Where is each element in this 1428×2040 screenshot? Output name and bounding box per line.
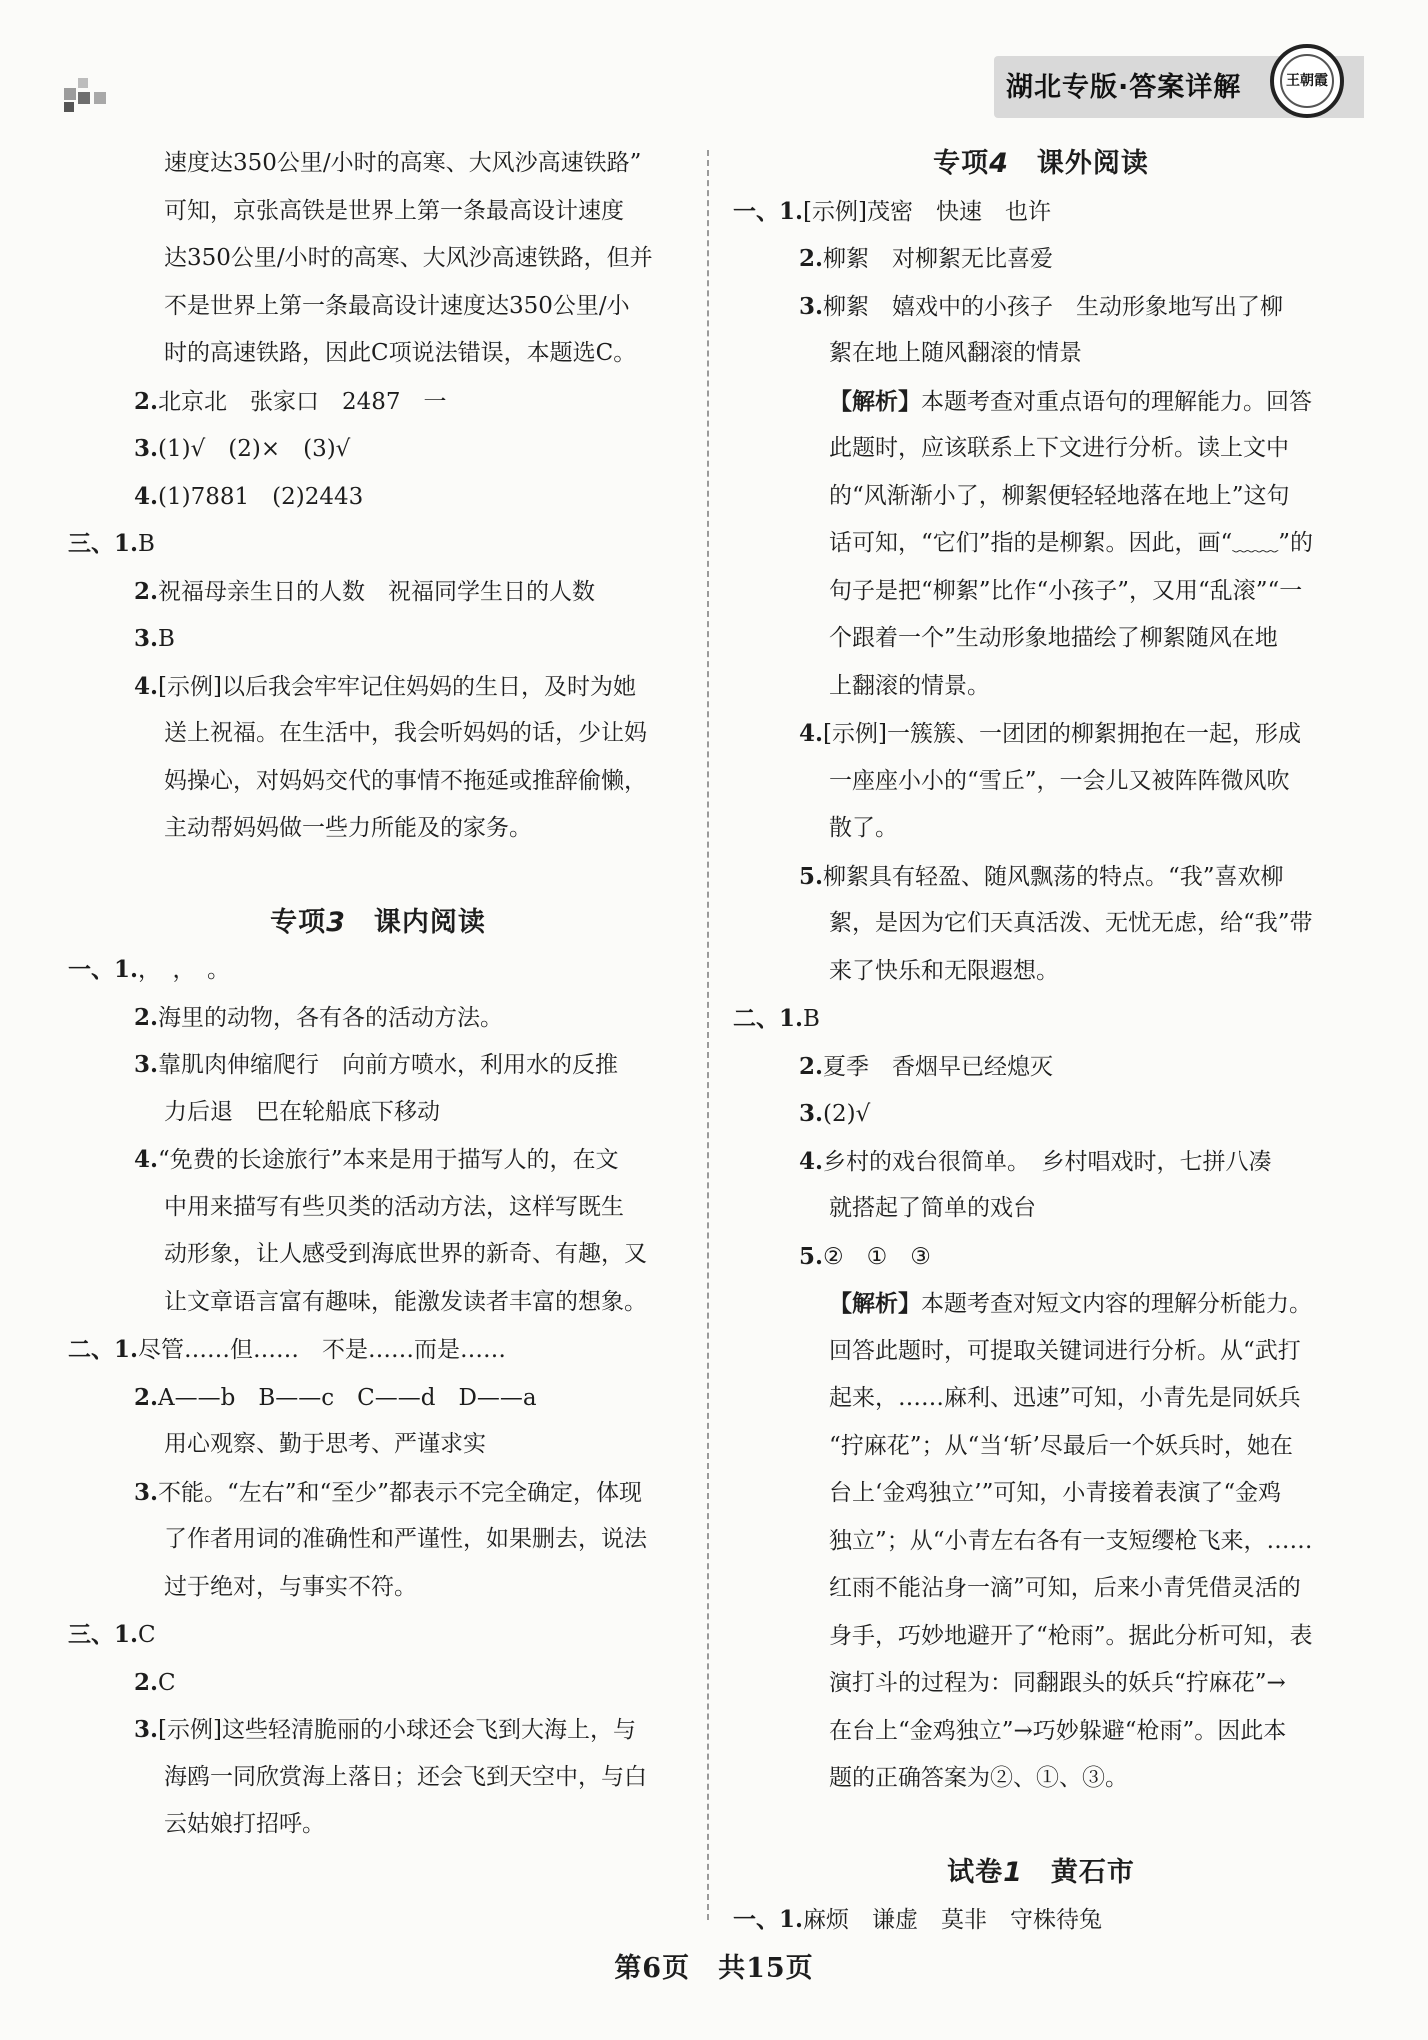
answer-text: 话可知，“它们”指的是柳絮。因此，画“﹏﹏”的 [829, 530, 1314, 556]
answer-label: 2. [134, 1003, 159, 1031]
answer-line [68, 1421, 688, 1469]
answer-label: 2. [134, 1668, 159, 1696]
answer-line [68, 1184, 688, 1232]
answer-line [733, 473, 1349, 521]
answer-text: [示例]茂密 快速 也许 [803, 198, 1051, 225]
answer-line [68, 1754, 688, 1802]
answer-label: 2. [799, 1052, 824, 1080]
answer-line [733, 1660, 1349, 1708]
answer-text: 此题时，应该联系上下文进行分析。读上文中 [829, 435, 1289, 461]
answer-text: (2)√ [823, 1101, 871, 1127]
left-column [68, 140, 688, 1849]
answer-text: 达350公里/小时的高寒、大风沙高速铁路，但并 [164, 245, 653, 271]
answer-text: 可知，京张高铁是世界上第一条最高设计速度 [164, 197, 624, 224]
answer-label: 3. [134, 435, 159, 462]
answer-label: 2. [134, 1383, 159, 1411]
section-title [733, 140, 1349, 188]
section-title-prefix: 专项 [933, 148, 990, 179]
answer-text: C [158, 1669, 176, 1696]
answer-line [733, 1375, 1349, 1423]
section-title-name: 课内阅读 [373, 906, 486, 938]
answer-line [733, 663, 1349, 711]
answer-line [733, 995, 1349, 1043]
answer-label: 三、1. [68, 1621, 139, 1648]
spacer [68, 853, 688, 899]
answer-line [68, 1231, 688, 1279]
answer-text: 本题考查对重点语句的理解能力。回答 [921, 388, 1312, 415]
answer-text: 用心观察、勤于思考、严谨求实 [164, 1431, 486, 1457]
answer-line [68, 1041, 688, 1089]
answer-text: 夏季 香烟早已经熄灭 [823, 1053, 1054, 1080]
publisher-logo-icon [1270, 44, 1344, 118]
right-column [733, 140, 1349, 1944]
answer-text: 红雨不能沾身一滴”可知，后来小青凭借灵活的 [829, 1575, 1301, 1601]
answer-line [68, 946, 688, 994]
answer-line [733, 568, 1349, 616]
answer-line [733, 1233, 1349, 1281]
answer-text: 柳絮 对柳絮无比喜爱 [823, 246, 1054, 272]
answer-line [68, 283, 688, 331]
answer-line [68, 1659, 688, 1707]
answer-line [68, 615, 688, 663]
answer-label: 5. [799, 1242, 824, 1270]
answer-label: 4. [134, 672, 159, 700]
answer-line [68, 425, 688, 473]
answer-text: (1)√ (2)× (3)√ [158, 436, 351, 462]
answer-label: 4. [799, 1147, 824, 1175]
answer-text: 本题考查对短文内容的理解分析能力。 [921, 1291, 1312, 1317]
answer-label: 3. [134, 1716, 159, 1743]
answer-line [733, 1138, 1349, 1186]
answer-text: 速度达350公里/小时的高寒、大风沙高速铁路” [164, 150, 642, 176]
section-title-gap [1009, 148, 1037, 179]
answer-line [733, 1896, 1349, 1944]
spacer [733, 1803, 1349, 1849]
answer-line [733, 615, 1349, 663]
answer-text: 妈操心，对妈妈交代的事情不拖延或推辞偷懒， [164, 767, 647, 794]
answer-label: 二、1. [733, 1005, 804, 1032]
answer-line [68, 1326, 688, 1374]
header-title: 湖北专版·答案详解 [1006, 72, 1242, 103]
answer-line [733, 805, 1349, 853]
answer-text: ② ① ③ [823, 1243, 931, 1270]
answer-line [68, 1374, 688, 1422]
answer-label: 一、1. [68, 956, 139, 983]
answer-line [733, 1423, 1349, 1471]
answer-text: ， ， 。 [138, 957, 231, 983]
answer-line [68, 1136, 688, 1184]
answer-text: 云姑娘打招呼。 [164, 1811, 325, 1837]
answer-text: [示例]这些轻清脆丽的小球还会飞到大海上，与 [158, 1717, 636, 1743]
answer-label: 4. [799, 720, 824, 747]
answer-line [68, 520, 688, 568]
section-title-name: 黄石市 [1050, 1856, 1135, 1888]
answer-text: 力后退 巴在轮船底下移动 [164, 1098, 440, 1125]
answer-line [733, 1043, 1349, 1091]
answer-line [68, 1611, 688, 1659]
answer-text: A——b B——c C——d D——a [158, 1384, 537, 1411]
answer-label: 二、1. [68, 1336, 139, 1363]
answer-line [68, 473, 688, 521]
answer-text: [示例]一簇簇、一团团的柳絮拥抱在一起，形成 [823, 721, 1301, 747]
answer-line [68, 1469, 688, 1517]
answer-label: 三、1. [68, 530, 139, 557]
answer-line [68, 663, 688, 711]
answer-text: 散了。 [829, 815, 898, 841]
answer-line [733, 1090, 1349, 1138]
answer-label: 【解析】 [829, 387, 921, 415]
answer-label: 2. [134, 387, 159, 415]
answer-text: B [803, 1006, 820, 1032]
answer-text: 起来，……麻利、迅速”可知，小青先是同妖兵 [829, 1385, 1301, 1411]
answer-text: 独立”；从“小青左右各有一支短缨枪飞来，…… [829, 1527, 1313, 1554]
answer-text: 絮，是因为它们天真活泼、无忧无虑，给“我”带 [829, 910, 1313, 936]
answer-text: 靠肌肉伸缩爬行 向前方喷水，利用水的反推 [158, 1052, 619, 1078]
answer-text: 来了快乐和无限遐想。 [829, 957, 1059, 984]
answer-line [733, 1185, 1349, 1233]
answer-label: 一、1. [733, 1906, 804, 1933]
page-number: 第6页 共15页 [614, 1953, 814, 1984]
answer-text: 柳絮 嬉戏中的小孩子 生动形象地写出了柳 [823, 293, 1284, 320]
answer-label: 3. [799, 292, 824, 320]
logo-text: 王朝霞 [1280, 54, 1334, 108]
answer-line [68, 1516, 688, 1564]
section-title-prefix: 试卷 [947, 1856, 1004, 1888]
answer-line [733, 1755, 1349, 1803]
answer-line [68, 1706, 688, 1754]
answer-text: 送上祝福。在生活中，我会听妈妈的话，少让妈 [164, 720, 647, 746]
answer-label: 2. [134, 577, 159, 605]
answer-text: 海鸥一同欣赏海上落日；还会飞到天空中，与白 [164, 1763, 647, 1790]
answer-label: 3. [134, 1051, 159, 1078]
answer-line [733, 1518, 1349, 1566]
answer-line [733, 758, 1349, 806]
answer-text: 就搭起了简单的戏台 [829, 1195, 1036, 1221]
answer-text: (1)7881 (2)2443 [158, 483, 364, 510]
answer-line [733, 853, 1349, 901]
answer-line [733, 900, 1349, 948]
answer-text: 絮在地上随风翻滚的情景 [829, 340, 1082, 366]
answer-text: 了作者用词的准确性和严谨性，如果删去，说法 [164, 1526, 647, 1552]
answer-text: 祝福母亲生日的人数 祝福同学生日的人数 [158, 578, 596, 605]
answer-line [733, 1708, 1349, 1756]
answer-text: B [158, 626, 175, 652]
section-title-number: 4 [989, 148, 1009, 179]
answer-line [733, 188, 1349, 236]
column-divider [707, 150, 709, 1920]
answer-text: 过于绝对，与事实不符。 [164, 1573, 417, 1600]
answer-line [68, 1564, 688, 1612]
answer-text: [示例]以后我会牢牢记住妈妈的生日，及时为她 [158, 673, 636, 700]
answer-line [733, 520, 1349, 568]
answer-text: 尽管……但…… 不是……而是…… [138, 1337, 507, 1363]
section-title-number: 1 [1003, 1856, 1023, 1888]
section-title-gap [1023, 1857, 1051, 1888]
section-title-name: 课外阅读 [1036, 148, 1149, 179]
answer-line [68, 994, 688, 1042]
answer-line [733, 425, 1349, 473]
answer-text: 让文章语言富有趣味，能激发读者丰富的想象。 [164, 1288, 647, 1315]
answer-label: 4. [134, 482, 159, 510]
answer-line [733, 283, 1349, 331]
answer-text: 北京北 张家口 2487 一 [158, 388, 447, 415]
answer-line [733, 1328, 1349, 1376]
answer-text: 回答此题时，可提取关键词进行分析。从“武打 [829, 1337, 1301, 1364]
answer-text: B [138, 531, 155, 557]
answer-line [68, 758, 688, 806]
answer-line [733, 710, 1349, 758]
answer-text: 演打斗的过程为：同翻跟头的妖兵“拧麻花”→ [829, 1670, 1286, 1696]
answer-text: C [138, 1622, 156, 1648]
answer-label: 2. [799, 245, 824, 272]
answer-text: 题的正确答案为②、①、③。 [829, 1765, 1128, 1791]
answer-line [68, 710, 688, 758]
answer-line [733, 1470, 1349, 1518]
answer-line [733, 1280, 1349, 1328]
answer-line [733, 1613, 1349, 1661]
answer-text: 不是世界上第一条最高设计速度达350公里/小 [164, 292, 630, 319]
answer-line [68, 235, 688, 283]
answer-text: “拧麻花”；从“当‘斩’尽最后一个妖兵时，她在 [829, 1432, 1293, 1459]
answer-text: 柳絮具有轻盈、随风飘荡的特点。“我”喜欢柳 [823, 863, 1284, 890]
answer-text: 身手，巧妙地避开了“枪雨”。据此分析可知，表 [829, 1622, 1313, 1649]
answer-text: 麻烦 谦虚 莫非 守株待兔 [803, 1907, 1103, 1933]
answer-text: 动形象，让人感受到海底世界的新奇、有趣，又 [164, 1241, 647, 1267]
answer-label: 3. [799, 1100, 824, 1127]
answer-label: 4. [134, 1146, 159, 1173]
answer-line [68, 1089, 688, 1137]
answer-text: 个跟着一个”生动形象地描绘了柳絮随风在地 [829, 625, 1278, 651]
answer-text: 一座座小小的“雪丘”，一会儿又被阵阵微风吹 [829, 767, 1290, 794]
answer-text: 台上‘金鸡独立’”可知，小青接着表演了“金鸡 [829, 1480, 1282, 1506]
answer-text: “免费的长途旅行”本来是用于描写人的，在文 [158, 1147, 619, 1173]
answer-text: 主动帮妈妈做一些力所能及的家务。 [164, 815, 532, 841]
answer-text: 时的高速铁路，因此C项说法错误，本题选C。 [164, 340, 637, 366]
answer-line [733, 948, 1349, 996]
answer-line [733, 330, 1349, 378]
answer-label: 3. [134, 625, 159, 652]
section-title-number: 3 [326, 906, 346, 938]
answer-label: 3. [134, 1478, 159, 1506]
answer-line [68, 140, 688, 188]
answer-text: 的“风渐渐小了，柳絮便轻轻地落在地上”这句 [829, 482, 1290, 509]
answer-line [68, 1279, 688, 1327]
answer-text: 海里的动物，各有各的活动方法。 [158, 1004, 504, 1031]
section-title [733, 1849, 1349, 1897]
answer-line [733, 378, 1349, 426]
answer-line [68, 1801, 688, 1849]
answer-text: 上翻滚的情景。 [829, 672, 990, 699]
answer-text: 在台上“金鸡独立”→巧妙躲避“枪雨”。因此本 [829, 1717, 1287, 1744]
answer-line [733, 235, 1349, 283]
answer-text: 中用来描写有些贝类的活动方法，这样写既生 [164, 1193, 624, 1220]
answer-line [68, 188, 688, 236]
section-title [68, 899, 688, 947]
answer-text: 乡村的戏台很简单。 乡村唱戏时，七拼八凑 [823, 1148, 1272, 1175]
answer-text: 不能。“左右”和“至少”都表示不完全确定，体现 [158, 1479, 643, 1506]
answer-label: 5. [799, 862, 824, 890]
answer-label: 一、1. [733, 197, 804, 225]
answer-line [68, 805, 688, 853]
answer-line [733, 1565, 1349, 1613]
answer-line [68, 330, 688, 378]
answer-label: 【解析】 [829, 1290, 921, 1317]
answer-line [68, 378, 688, 426]
answer-text: 句子是把“柳絮”比作“小孩子”，又用“乱滚”“一 [829, 577, 1303, 604]
section-title-gap [346, 907, 374, 938]
section-title-prefix: 专项 [270, 906, 327, 938]
answer-line [68, 568, 688, 616]
corner-decoration [64, 78, 112, 112]
